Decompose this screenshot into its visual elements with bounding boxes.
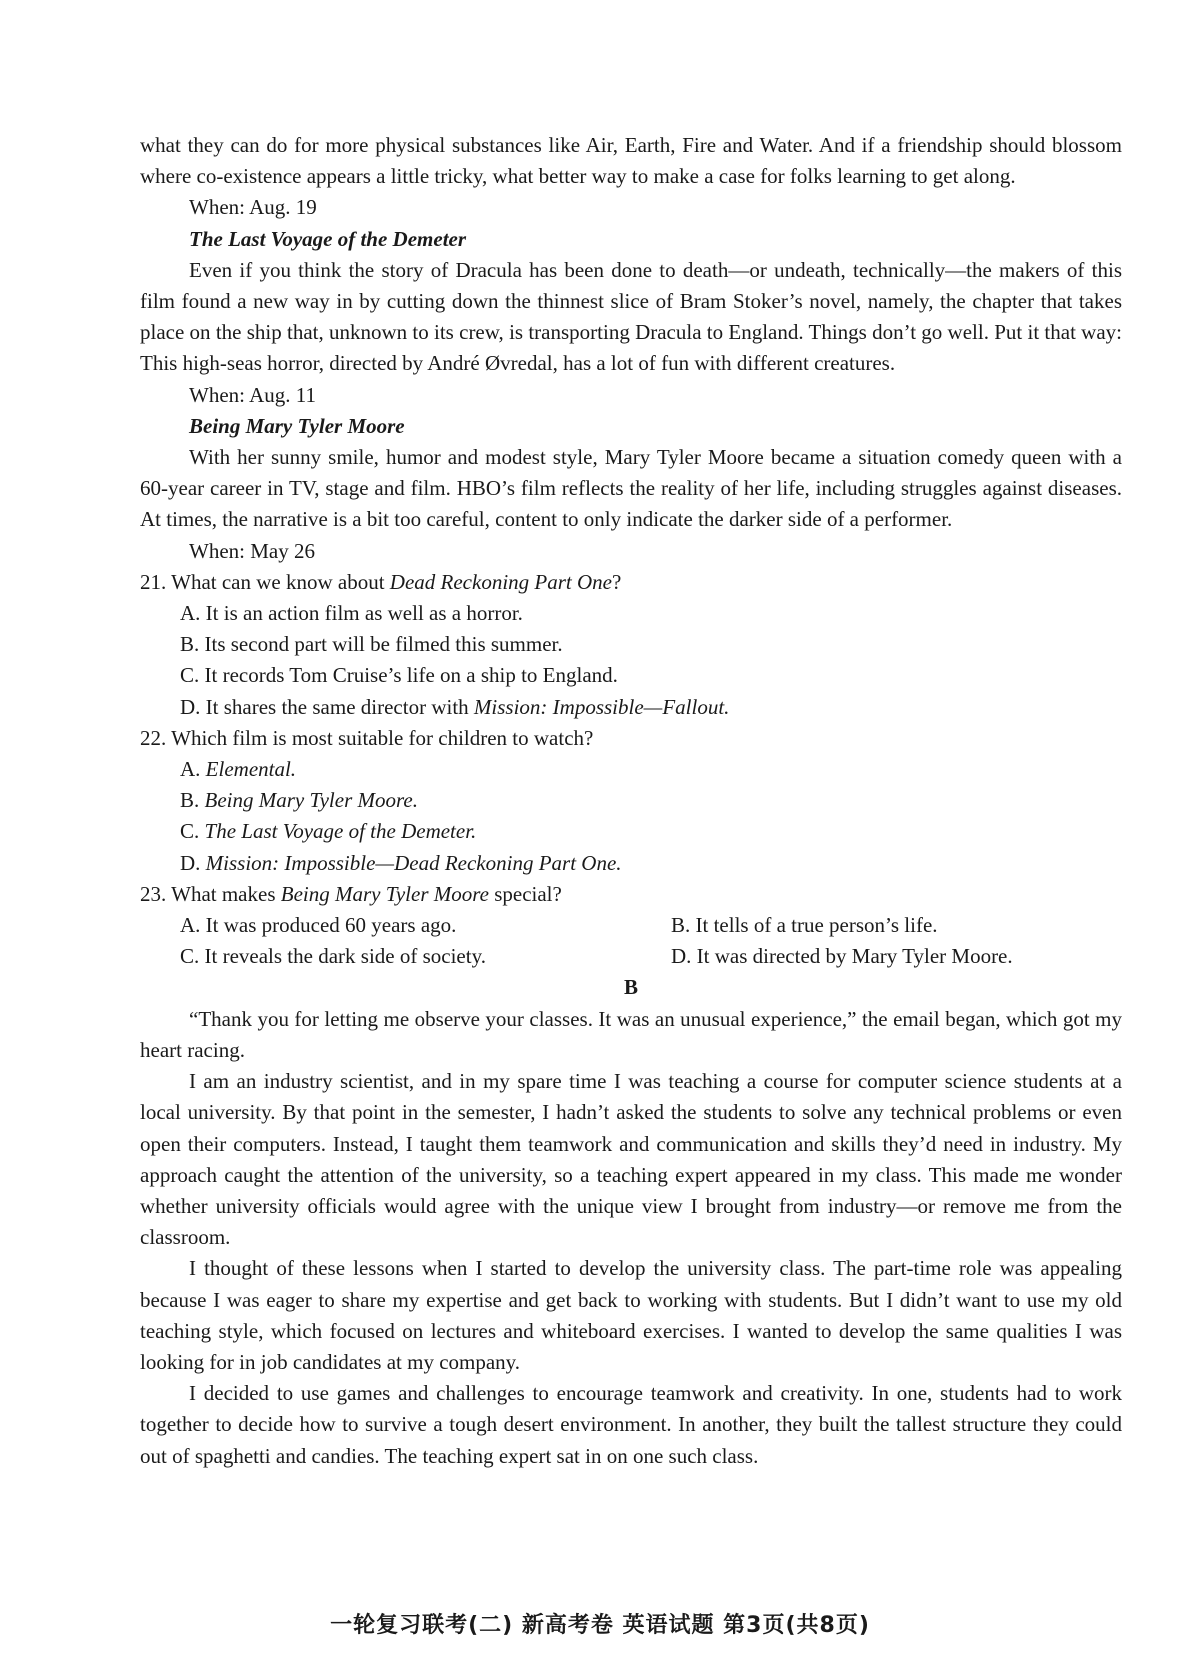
film-text-mary-tyler-moore: With her sunny smile, humor and modest style, Mary Tyler Moore became a situation comedy queen with a 60-year career in TV, stage and film. HBO’s film reflects the reality of her life, including struggles against diseases. At times, the narrative is a bit too careful, content to only indicate the darker side of a performer.: [140, 445, 1122, 532]
question-23-option-c: C. It reveals the dark side of society.: [180, 944, 486, 969]
question-21-stem: 21. What can we know about Dead Reckoning Part One?: [140, 569, 622, 594]
question-21-option-c: C. It records Tom Cruise’s life on a ship to England.: [180, 663, 618, 688]
page-footer: 一轮复习联考(二) 新高考卷 英语试题 第3页(共8页): [330, 1613, 870, 1638]
exam-page: [140, 130, 1122, 1472]
passage-b-paragraph-4: I decided to use games and challenges to encourage teamwork and creativity. In one, students had to work together to decide how to survive a tough desert environment. In another, they built the tallest structure they could out of spaghetti and candies. The teaching expert sat in on one such class.: [140, 1381, 1122, 1468]
question-22: [140, 723, 1122, 879]
elemental-when: When: Aug. 19: [189, 195, 317, 220]
passage-b-paragraph-2: I am an industry scientist, and in my spare time I was teaching a course for computer science students at a local university. By that point in the semester, I hadn’t asked the students to solve any technical problems or even open their computers. Instead, I taught them teamwork and communication and skills they’d need in industry. My approach caught the attention of the university, so a teaching expert appeared in my class. This made me wonder whether university officials would agree with the unique view I brought from industry—or remove me from the classroom.: [140, 1069, 1122, 1250]
question-22-option-a: A. Elemental.: [180, 757, 297, 782]
demeter-when: When: Aug. 11: [189, 382, 316, 407]
film-title-demeter: The Last Voyage of the Demeter: [189, 226, 467, 251]
section-heading-b: B: [623, 975, 638, 1000]
question-22-option-c: C. The Last Voyage of the Demeter.: [180, 819, 477, 844]
question-22-stem: 22. Which film is most suitable for children to watch?: [140, 725, 594, 750]
question-23-stem: 23. What makes Being Mary Tyler Moore special?: [140, 881, 562, 906]
question-21: [140, 567, 1122, 723]
question-23: [140, 879, 1122, 973]
question-22-option-b: B. Being Mary Tyler Moore.: [180, 788, 418, 813]
question-21-option-b: B. Its second part will be filmed this summer.: [180, 632, 563, 657]
question-21-option-a: A. It is an action film as well as a horror.: [180, 601, 523, 626]
passage-b-paragraph-1: “Thank you for letting me observe your classes. It was an unusual experience,” the email began, which got my heart racing.: [140, 1006, 1122, 1062]
elemental-text-tail: what they can do for more physical substances like Air, Earth, Fire and Water. And if a friendship should blossom where co-existence appears a little tricky, what better way to make a case for folks learning to get along.: [140, 133, 1122, 189]
film-text-demeter: Even if you think the story of Dracula has been done to death—or undeath, technically—the makers of this film found a new way in by cutting down the thinnest slice of Bram Stoker’s novel, namely, the chapter that takes place on the ship that, unknown to its crew, is transporting Dracula to England. Things don’t go well. Put it that way: This high-seas horror, directed by André Øvredal, has a lot of fun with different creatures.: [140, 257, 1122, 376]
mary-tyler-moore-when: When: May 26: [189, 538, 315, 563]
question-22-option-d: D. Mission: Impossible—Dead Reckoning Part One.: [180, 850, 622, 875]
question-21-option-d: D. It shares the same director with Mission: Impossible—Fallout.: [180, 694, 730, 719]
question-23-option-d: D. It was directed by Mary Tyler Moore.: [671, 944, 1013, 969]
film-title-mary-tyler-moore: Being Mary Tyler Moore: [189, 413, 405, 438]
question-23-option-b: B. It tells of a true person’s life.: [671, 913, 938, 938]
question-23-option-a: A. It was produced 60 years ago.: [180, 913, 457, 938]
passage-b-paragraph-3: I thought of these lessons when I started to develop the university class. The part-time role was appealing because I was eager to share my expertise and get back to working with students. But I didn’t want to use my old teaching style, which focused on lectures and whiteboard exercises. I wanted to develop the same qualities I was looking for in job candidates at my company.: [140, 1256, 1122, 1374]
